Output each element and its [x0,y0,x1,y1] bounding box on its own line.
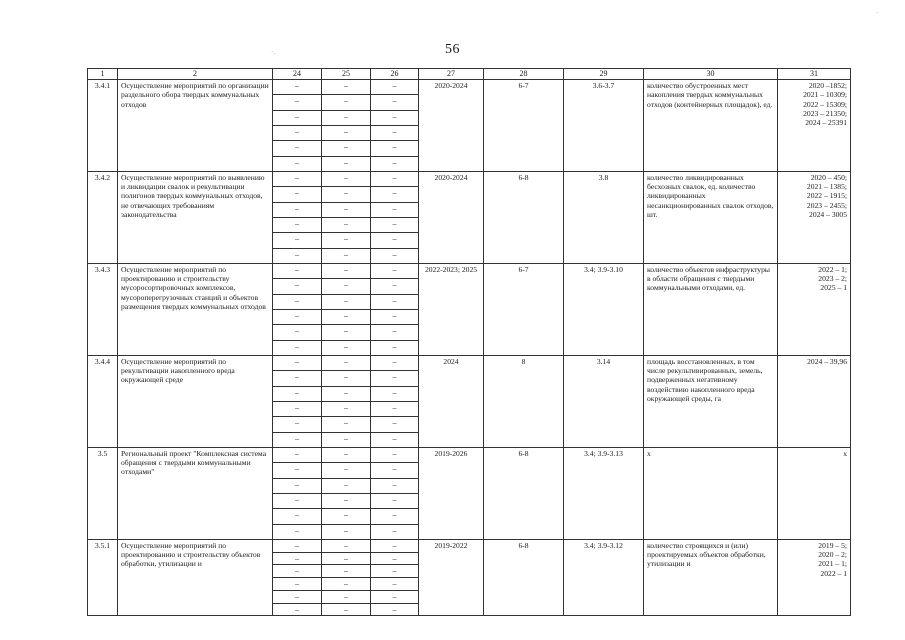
funding-dash-cell: – [273,578,322,591]
indicator-values [778,80,851,172]
funding-dash-cell: – [273,187,322,202]
goal-ref-cell: 6-7 [484,80,564,172]
funding-dash-cell: – [371,355,419,370]
indicator-text: количество обустроенных мест накопления твердых коммунальных отходов (контейнерных площадок), ед. [644,80,778,172]
indicator-value: 2022 – 15309; [803,99,847,109]
funding-dash-cell: – [273,371,322,386]
funding-dash-cell: – [322,539,371,552]
funding-dash-cell: – [322,294,371,309]
period-cell: 2020-2024 [419,80,484,172]
page-number: 56 [445,42,460,57]
funding-dash-cell: – [322,432,371,447]
funding-dash-cell: – [273,171,322,186]
funding-dash-cell: – [371,279,419,294]
funding-dash-cell: – [322,171,371,186]
funding-dash-cell: – [371,401,419,416]
scan-speck: ·. [271,48,276,56]
funding-dash-cell: – [322,141,371,156]
measure-name: Осуществление мероприятий по проектированию и строительству объектов обработки, утилизации и [118,539,273,616]
funding-dash-cell: – [371,171,419,186]
indicator-value: 2022 – 1; [818,264,847,274]
funding-dash-cell: – [371,309,419,324]
funding-dash-cell: – [322,493,371,508]
row-number: 3.4.1 [88,80,118,172]
funding-dash-cell: – [273,539,322,552]
indicator-ref-cell: 3.4; 3.9-3.10 [564,263,644,355]
funding-dash-cell: – [371,325,419,340]
funding-dash-cell: – [273,493,322,508]
funding-dash-cell: – [322,95,371,110]
funding-dash-cell: – [273,340,322,355]
funding-dash-cell: – [371,552,419,565]
funding-dash-cell: – [371,524,419,539]
funding-dash-cell: – [371,478,419,493]
funding-dash-cell: – [273,95,322,110]
goal-ref-cell: 6-8 [484,447,564,539]
goal-ref-cell: 8 [484,355,564,447]
funding-dash-cell: – [371,539,419,552]
funding-dash-cell: – [273,141,322,156]
funding-dash-cell: – [371,509,419,524]
goal-ref-cell: 6-8 [484,171,564,263]
funding-dash-cell: – [273,509,322,524]
indicator-value: 2023 – 21350; [803,108,847,118]
period-cell: 2024 [419,355,484,447]
indicator-value: 2020 – 2; [818,550,847,560]
indicator-value: 2024 – 25391 [805,118,847,127]
funding-dash-cell: – [273,325,322,340]
funding-dash-cell: – [273,217,322,232]
column-header: 28 [484,69,564,80]
funding-dash-cell: – [273,447,322,462]
funding-dash-cell: – [322,279,371,294]
funding-dash-cell: – [371,80,419,95]
indicator-text: х [644,447,778,539]
indicator-values [778,263,851,355]
funding-dash-cell: – [371,565,419,578]
indicator-ref-cell: 3.14 [564,355,644,447]
funding-dash-cell: – [371,187,419,202]
funding-dash-cell: – [322,552,371,565]
indicator-values [778,355,851,447]
funding-dash-cell: – [322,401,371,416]
funding-dash-cell: – [322,187,371,202]
funding-dash-cell: – [371,233,419,248]
indicator-value: 2022 – 1 [820,568,847,578]
measure-name: Региональный проект "Комплексная система обращения с твердыми коммунальными отходами" [118,447,273,539]
funding-dash-cell: – [371,371,419,386]
funding-dash-cell: – [273,355,322,370]
funding-dash-cell: – [322,603,371,616]
indicator-value: 2019 – 5; [818,540,847,550]
table-row [88,80,851,95]
funding-dash-cell: – [371,590,419,603]
funding-dash-cell: – [371,248,419,263]
indicator-value: 2022 – 1915; [806,191,847,201]
indicator-value: 2020 –1852; [808,81,847,90]
funding-dash-cell: – [322,478,371,493]
funding-dash-cell: – [322,447,371,462]
funding-dash-cell: – [322,217,371,232]
funding-dash-cell: – [273,590,322,603]
indicator-value: 2025 – 1 [820,283,847,293]
funding-dash-cell: – [273,248,322,263]
indicator-text: количество строящихся и (или) проектируемых объектов обработки, утилизации и [644,539,778,616]
funding-dash-cell: – [371,417,419,432]
column-header: 30 [644,69,778,80]
row-number: 3.5.1 [88,539,118,616]
funding-dash-cell: – [322,202,371,217]
funding-dash-cell: – [371,263,419,278]
row-number: 3.5 [88,447,118,539]
funding-dash-cell: – [273,552,322,565]
funding-dash-cell: – [371,578,419,591]
funding-dash-cell: – [371,217,419,232]
funding-dash-cell: – [273,279,322,294]
indicator-value: 2023 – 2; [818,274,847,284]
funding-dash-cell: – [371,386,419,401]
column-header: 24 [273,69,322,80]
indicator-value: 2020 – 450; [810,172,847,182]
indicator-text: количество ликвидированных бесхозных свалок, ед. количество ликвидированных несанкционированных свалок отходов, шт. [644,171,778,263]
indicator-ref-cell: 3.4; 3.9-3.12 [564,539,644,616]
funding-dash-cell: – [322,110,371,125]
funding-dash-cell: – [371,202,419,217]
funding-dash-cell: – [273,202,322,217]
measure-name: Осуществление мероприятий по рекультивации накопленного вреда окружающей среде [118,355,273,447]
table-row [88,539,851,552]
table-row [88,263,851,278]
period-cell: 2019-2022 [419,539,484,616]
measure-name: Осуществление мероприятий по проектированию и строительству мусоросортировочных комплексов, мусороперегрузочных станций и объектов размещения твердых коммунальных отходов [118,263,273,355]
funding-dash-cell: – [371,95,419,110]
column-header: 1 [88,69,118,80]
funding-dash-cell: – [273,125,322,140]
funding-dash-cell: – [322,509,371,524]
funding-dash-cell: – [273,294,322,309]
column-header: 25 [322,69,371,80]
period-cell: 2022-2023; 2025 [419,263,484,355]
header-row [88,69,851,80]
funding-dash-cell: – [371,432,419,447]
funding-dash-cell: – [322,355,371,370]
funding-dash-cell: – [273,233,322,248]
indicator-value: 2024 – 39,96 [807,356,847,366]
column-header: 27 [419,69,484,80]
indicator-values [778,171,851,263]
funding-dash-cell: – [371,125,419,140]
funding-dash-cell: – [322,248,371,263]
period-cell: 2019-2026 [419,447,484,539]
row-number: 3.4.4 [88,355,118,447]
funding-dash-cell: – [371,447,419,462]
funding-dash-cell: – [322,263,371,278]
column-header: 31 [778,69,851,80]
funding-dash-cell: – [322,463,371,478]
row-number: 3.4.2 [88,171,118,263]
funding-dash-cell: – [322,340,371,355]
funding-dash-cell: – [322,371,371,386]
funding-dash-cell: – [371,156,419,171]
funding-dash-cell: – [322,524,371,539]
measure-name: Осуществление мероприятий по организации раздельного обора твердых коммунальных отходов [118,80,273,172]
indicator-text: площадь восстановленных, в том числе рекультивированных, земель, подверженных негативному воздействию накопленного вреда окружающей среды, га [644,355,778,447]
funding-dash-cell: – [273,565,322,578]
funding-dash-cell: – [322,80,371,95]
funding-dash-cell: – [273,432,322,447]
funding-dash-cell: – [273,478,322,493]
table-row [88,171,851,186]
funding-dash-cell: – [322,565,371,578]
column-header: 29 [564,69,644,80]
funding-dash-cell: – [371,340,419,355]
funding-dash-cell: – [322,590,371,603]
funding-dash-cell: – [322,417,371,432]
row-number: 3.4.3 [88,263,118,355]
indicator-text: количество объектов инфраструктуры в области обращения с твердыми коммунальными отходами, ед. [644,263,778,355]
indicator-values [778,447,851,539]
funding-dash-cell: – [322,386,371,401]
indicator-value: 2021 – 1; [818,559,847,569]
scan-speck: · [876,9,879,17]
funding-dash-cell: – [273,110,322,125]
funding-dash-cell: – [273,263,322,278]
column-header: 26 [371,69,419,80]
indicator-ref-cell: 3.6-3.7 [564,80,644,172]
funding-dash-cell: – [273,80,322,95]
column-header: 2 [118,69,273,80]
funding-dash-cell: – [273,417,322,432]
funding-dash-cell: – [371,110,419,125]
funding-dash-cell: – [273,156,322,171]
funding-dash-cell: – [371,493,419,508]
funding-dash-cell: – [322,325,371,340]
goal-ref-cell: 6-7 [484,263,564,355]
indicator-value: 2021 – 10309; [803,90,847,100]
funding-dash-cell: – [273,309,322,324]
document-table [87,68,851,616]
table-row [88,447,851,462]
funding-dash-cell: – [371,141,419,156]
funding-dash-cell: – [322,233,371,248]
funding-dash-cell: – [322,125,371,140]
funding-dash-cell: – [371,463,419,478]
funding-dash-cell: – [322,578,371,591]
measure-name: Осуществление мероприятий по выявлению и ликвидации свалок и рекультивации полигонов твердых коммунальных отходов, не отвечающих требованиям законодательства [118,171,273,263]
indicator-value: 2021 – 1385; [806,182,847,192]
indicator-value: 2023 – 2455; [806,200,847,210]
funding-dash-cell: – [322,156,371,171]
indicator-ref-cell: 3.4; 3.9-3.13 [564,447,644,539]
period-cell: 2020-2024 [419,171,484,263]
indicator-value: 2024 – 3005 [809,209,847,219]
funding-dash-cell: – [273,386,322,401]
funding-dash-cell: – [273,401,322,416]
funding-dash-cell: – [273,524,322,539]
table-row [88,355,851,370]
funding-dash-cell: – [371,294,419,309]
indicator-ref-cell: 3.8 [564,171,644,263]
funding-dash-cell: – [371,603,419,616]
goal-ref-cell: 6-8 [484,539,564,616]
indicator-values [778,539,851,616]
funding-dash-cell: – [273,603,322,616]
indicator-value: х [843,448,847,458]
funding-dash-cell: – [322,309,371,324]
funding-dash-cell: – [273,463,322,478]
